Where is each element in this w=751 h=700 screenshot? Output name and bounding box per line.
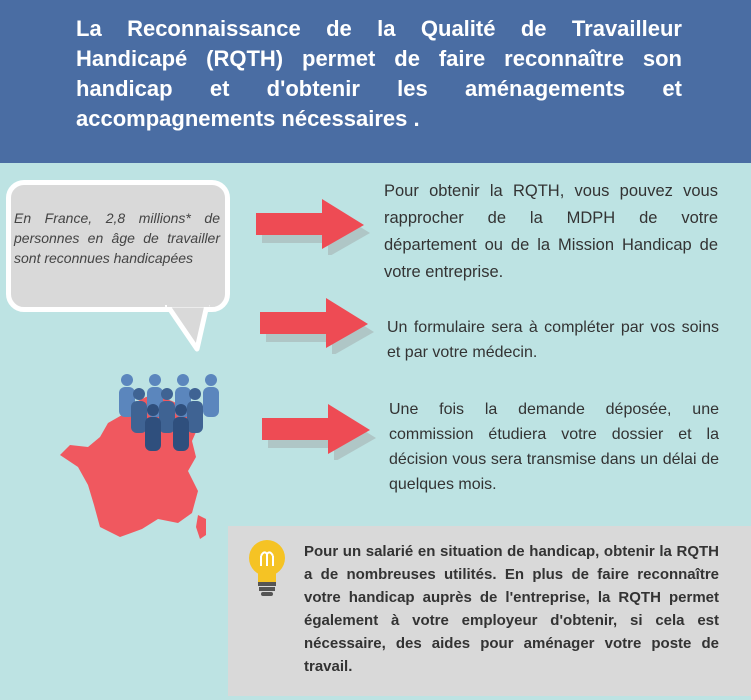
tip-text: Pour un salarié en situation de handicap, obtenir la RQTH a de nombreuses utilités. En plus de faire reconnaître votre handicap auprès de l'entreprise, la RQTH permet également à votre employeur d'obtenir, si cela est nécessaire, des aides pour aménager votre poste de travail. [304, 543, 719, 675]
lightbulb-icon [246, 538, 288, 602]
right-arrow-icon [256, 400, 386, 460]
bubble-text: En France, 2,8 millions* de personnes en âge de travailler sont reconnues handicapées [14, 210, 220, 266]
people-group-icon [115, 372, 225, 462]
step-1-text: Pour obtenir la RQTH, vous pouvez vous rapprocher de la MDPH de votre département ou de la Mission Handicap de votre entreprise. [384, 182, 718, 281]
header-text: La Reconnaissance de la Qualité de Travailleur Handicapé (RQTH) permet de faire reconnaître son handicap et d'obtenir les aménagements et accompagnements nécessaires . [76, 16, 682, 131]
step-3-text: Une fois la demande déposée, une commission étudiera votre dossier et la décision vous sera transmise dans un délai de quelques mois. [389, 401, 719, 493]
speech-bubble-tail [165, 305, 215, 355]
right-arrow-icon [250, 195, 380, 255]
step-2-text: Un formulaire sera à compléter par vos soins et par votre médecin. [387, 319, 719, 361]
right-arrow-icon [254, 294, 384, 354]
